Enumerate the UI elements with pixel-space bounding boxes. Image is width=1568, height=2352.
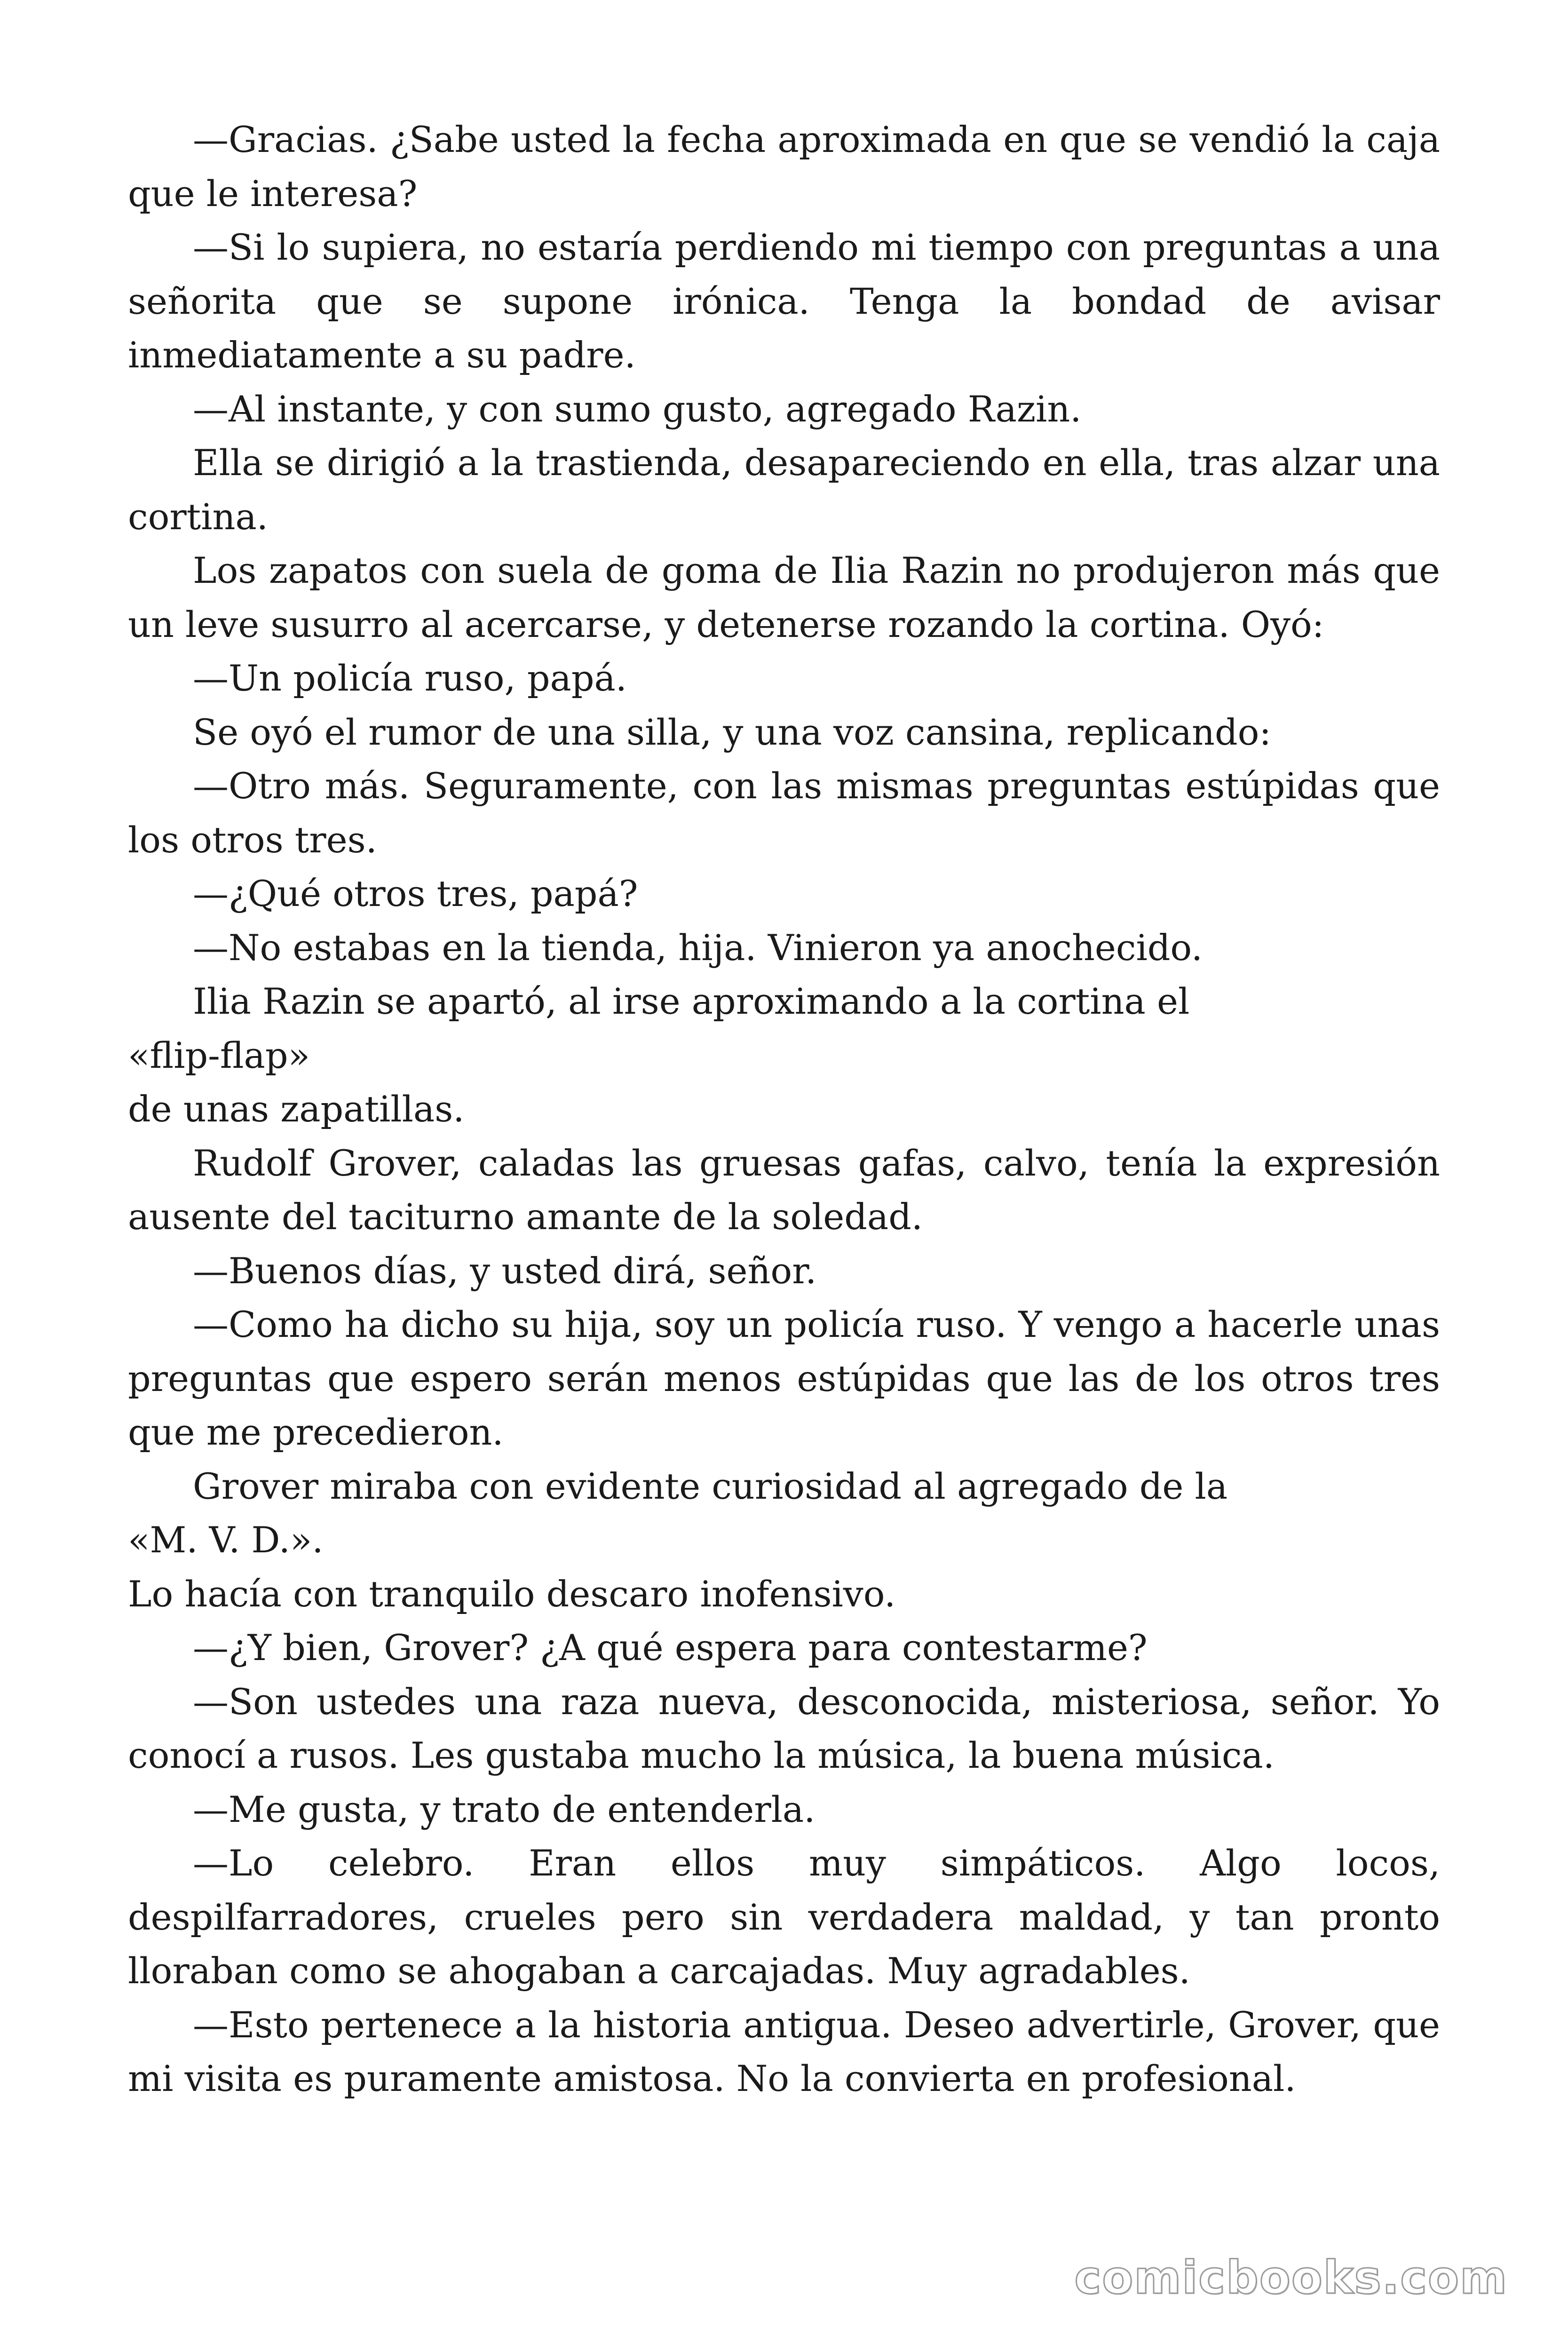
paragraph: Ilia Razin se apartó, al irse aproximando a la cortina el <box>193 980 1190 1022</box>
paragraph: —Son ustedes una raza nueva, desconocida, misteriosa, señor. Yo conocí a rusos. Les gustaba mucho la música, la buena música. <box>128 1680 1440 1776</box>
paragraph: —¿Y bien, Grover? ¿A qué espera para contestarme? <box>193 1627 1148 1669</box>
paragraph: Rudolf Grover, caladas las gruesas gafas, calvo, tenía la expresión ausente del taciturno amante de la soledad. <box>128 1142 1440 1238</box>
paragraph: —Al instante, y con sumo gusto, agregado Razin. <box>193 388 1082 430</box>
paragraph: —Otro más. Seguramente, con las mismas preguntas estúpidas que los otros tres. <box>128 765 1440 861</box>
paragraph: —Lo celebro. Eran ellos muy simpáticos. Algo locos, despilfarradores, crueles pero sin verdadera maldad, y tan pronto lloraban como se ahogaban a carcajadas. Muy agradables. <box>128 1842 1440 1992</box>
paragraph: —Un policía ruso, papá. <box>193 657 627 699</box>
paragraph: Ella se dirigió a la trastienda, desapareciendo en ella, tras alzar una cortina. <box>128 442 1440 538</box>
body-text <box>128 113 1440 2106</box>
paragraph-fragment: Lo hacía con tranquilo descaro inofensivo. <box>128 1573 896 1615</box>
paragraph: —Gracias. ¿Sabe usted la fecha aproximada en que se vendió la caja que le interesa? <box>128 119 1440 215</box>
paragraph: —No estabas en la tienda, hija. Vinieron ya anochecido. <box>193 926 1203 969</box>
paragraph: —Si lo supiera, no estaría perdiendo mi tiempo con preguntas a una señorita que se supone irónica. Tenga la bondad de avisar inmediatamente a su padre. <box>128 226 1440 376</box>
paragraph: —Buenos días, y usted dirá, señor. <box>193 1249 817 1292</box>
paragraph: —Esto pertenece a la historia antigua. Deseo advertirle, Grover, que mi visita es puramente amistosa. No la convierta en profesional. <box>128 2003 1440 2099</box>
paragraph-fragment: de unas zapatillas. <box>128 1088 465 1130</box>
paragraph-fragment: «M. V. D.». <box>128 1519 324 1561</box>
paragraph-fragment: «flip-flap» <box>128 1034 310 1076</box>
paragraph: —¿Qué otros tres, papá? <box>193 873 638 914</box>
watermark-text: comicbooks.com <box>1074 2251 1508 2304</box>
paragraph: —Como ha dicho su hija, soy un policía ruso. Y vengo a hacerle unas preguntas que espero serán menos estúpidas que las de los otros tres que me precedieron. <box>128 1303 1440 1453</box>
paragraph: Grover miraba con evidente curiosidad al agregado de la <box>193 1465 1228 1507</box>
paragraph: Se oyó el rumor de una silla, y una voz cansina, replicando: <box>193 711 1271 753</box>
paragraph: Los zapatos con suela de goma de Ilia Razin no produjeron más que un leve susurro al acercarse, y detenerse rozando la cortina. Oyó: <box>128 549 1440 645</box>
paragraph: —Me gusta, y trato de entenderla. <box>193 1788 816 1830</box>
